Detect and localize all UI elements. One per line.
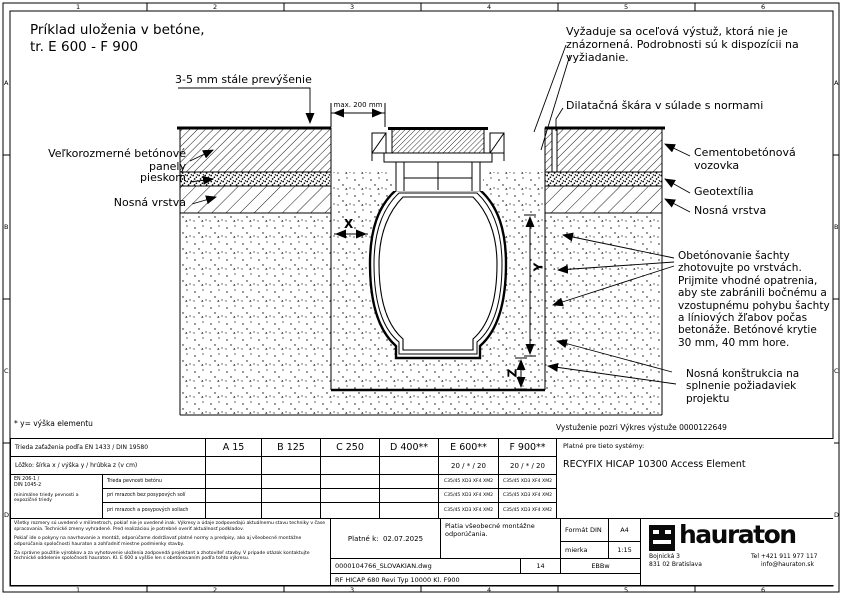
format-value-cell: A4 [609, 519, 641, 542]
concrete-r2-e600-value: C35/45 XD3 XF4 XM2 [439, 489, 499, 503]
page-title-line1: Príklad uloženia v betóne, [30, 22, 205, 38]
zone-row-c: C [4, 367, 9, 375]
scale-value-cell: 1:15 [609, 542, 641, 559]
encasing-instructions-note: Obetónovanie šachty zhotovujte po vrstvách. Prijmite vhodné opatrenia, aby ste zabránili bočnému a vzostupnému pohybu šachty a líniových žľabov počas betonáže. Betónové krytie 30 mm, 40 mm hore. [678, 250, 830, 349]
class-b125-cell: B 125 [262, 439, 321, 457]
zone-row-d2: D [834, 511, 840, 519]
dilatation-joint [552, 128, 557, 172]
concrete-r3-a15-empty [206, 503, 262, 519]
zone-row-a2: A [834, 79, 839, 87]
valid-systems-panel [557, 439, 834, 519]
concrete-r2-a15-empty [206, 489, 262, 503]
bedding-b125-empty [262, 457, 321, 475]
valid-date-label: Platné k: [347, 534, 379, 543]
concrete-row3-label: pri mrazoch a posypových soliach [103, 503, 206, 519]
concrete-r2-b125-empty [262, 489, 321, 503]
zone-row-b2: B [834, 223, 839, 231]
concrete-row1-label: Trieda pevnosti betónu [103, 475, 206, 489]
zone-row-b: B [4, 223, 9, 231]
bedding-e600-value: 20 / * / 20 [439, 457, 499, 475]
fine-print-p3: Za správne použitie výrobkov a za vyhotovenie uloženia zodpovedá projektant a zhotoviteľ stavby. V prípade otázok kontaktujte technické oddelenie spoločnosti hauraton. Kl. E 600 a vyššie len s obetónovaním podľa tohto výkresu. [14, 550, 310, 562]
steel-reinforcement-note: Vyžaduje sa oceľová výstuž, ktorá nie je znázornená. Podrobnosti sú k dispozícii na vyžiadanie. [566, 25, 799, 64]
concrete-norm-group-cell [11, 475, 103, 519]
zone-row-d: D [4, 511, 10, 519]
title-block [10, 518, 833, 586]
zone-col-4: 4 [487, 3, 492, 11]
class-a15-cell: A 15 [206, 439, 262, 457]
concrete-norm-2: DIN 1045-2 [14, 482, 42, 488]
cover-grating [392, 129, 484, 153]
class-f900-cell: F 900** [499, 439, 557, 457]
brand-email: info@hauraton.sk [761, 561, 815, 568]
concrete-r3-e600-value: C35/45 XD3 XF4 XM2 [439, 503, 499, 519]
class-e600-cell: E 600** [439, 439, 499, 457]
hauraton-logo-icon [649, 525, 675, 551]
class-c250-cell: C 250 [321, 439, 380, 457]
concrete-r1-d400-empty [380, 475, 439, 489]
label-concrete-panels: Veľkorozmerné betónové panely [48, 147, 186, 173]
dimension-y: Y [531, 262, 546, 272]
zone-col-6b: 6 [761, 586, 766, 594]
brand-panel [641, 519, 834, 585]
zone-col-1b: 1 [76, 586, 81, 594]
dimension-z: Z [505, 368, 520, 378]
zone-col-3b: 3 [350, 586, 355, 594]
brand-phone: Tel +421 911 977 117 [751, 553, 818, 560]
overhang-label: 3-5 mm stále prevýšenie [175, 73, 312, 86]
concrete-row2-label: pri mrazoch bez posypových solí [103, 489, 206, 503]
label-base-layer-left: Nosná vrstva [113, 196, 186, 209]
load-bearing-structure-note: Nosná konštrukcia na splnenie požiadaviek projektu [686, 368, 800, 405]
concrete-r1-b125-empty [262, 475, 321, 489]
concrete-r1-e600-value: C35/45 XD3 XF4 XM2 [439, 475, 499, 489]
label-concrete-pavement: Cementobetónová vozovka [694, 146, 796, 172]
page-title-line2: tr. E 600 - F 900 [30, 39, 139, 55]
concrete-r1-c250-empty [321, 475, 380, 489]
height-footnote: * y= výška elementu [14, 419, 93, 428]
zone-col-4b: 4 [487, 586, 492, 594]
doc-title-cell: RF HICAP 680 Revi Typ 10000 Kl. F900 [331, 574, 641, 585]
concrete-r3-f900-value: C35/45 XD3 XF4 XM2 [499, 503, 557, 519]
valid-systems-label: Platné pre tieto systémy: [563, 442, 645, 450]
bedding-c250-empty [321, 457, 380, 475]
brand-address-line1: Bojnická 3 [649, 553, 680, 560]
label-geotextile: Geotextília [694, 185, 754, 198]
concrete-r1-a15-empty [206, 475, 262, 489]
dimension-x: X [344, 217, 354, 231]
right-pavement-layers [545, 128, 665, 213]
zone-col-2b: 2 [213, 586, 218, 594]
fine-print-p2: Pokiaľ ide o pokyny na navrhovanie a montáž, odporúčame dodržiavať platné normy a predpisy, ako aj všeobecné montážne odporúčania spoločnosti hauraton a zohľadniť miestne podmienky stavby. [14, 535, 302, 547]
concrete-r2-c250-empty [321, 489, 380, 503]
valid-date-cell [331, 519, 441, 559]
filename-cell: 0000104766_SLOVAKIAN.dwg [331, 559, 521, 574]
sheet-number-cell: 14 [521, 559, 561, 574]
concrete-r2-f900-value: C35/45 XD3 XF4 XM2 [499, 489, 557, 503]
valid-systems-value: RECYFIX HICAP 10300 Access Element [563, 459, 746, 470]
zone-col-5b: 5 [624, 586, 629, 594]
concrete-r3-c250-empty [321, 503, 380, 519]
author-code-cell: EBBw [561, 559, 641, 574]
concrete-r3-b125-empty [262, 503, 321, 519]
concrete-norm-sub: minimálne triedy pevnosti a expozičné triedy [14, 492, 79, 504]
bedding-d400-empty [380, 457, 439, 475]
reinforcement-drawing-note: Vystuženie pozri Výkres výstuže 0000122649 [556, 423, 727, 432]
label-sand-bed: pieskom [140, 171, 186, 184]
concrete-norm-1: EN 206-1 / [14, 477, 40, 482]
zone-col-6: 6 [761, 3, 766, 11]
fine-print-cell [11, 519, 331, 585]
dilatation-joint-label: Dilatačná škára v súlade s normami [566, 99, 764, 112]
concrete-r1-f900-value: C35/45 XD3 XF4 XM2 [499, 475, 557, 489]
zone-col-3: 3 [350, 3, 355, 11]
access-element [370, 129, 506, 359]
spec-table [10, 438, 833, 518]
concrete-r2-d400-empty [380, 489, 439, 503]
element-inner-wall [379, 197, 497, 350]
left-pavement-layers [177, 128, 331, 213]
fine-print-p1: Všetky rozmery sú uvedené v milimetroch, pokiaľ nie je uvedené inak. Výkresy a údaje zodpovedajú aktuálnemu stavu techniky v čase spracovania. Technické zmeny vyhradené. Pred realizáciou je potrebné overiť aktuálnosť podkladov. [14, 521, 326, 532]
general-note-cell: Platia všeobecné montážne odporúčania. [441, 519, 561, 559]
zone-row-c2: C [834, 367, 839, 375]
format-label-cell: Formát DIN [561, 519, 609, 542]
bedding-a15-empty [206, 457, 262, 475]
zone-col-1: 1 [76, 3, 81, 11]
brand-wordmark: hauraton [679, 520, 796, 549]
zone-row-a: A [4, 79, 9, 87]
concrete-r3-d400-empty [380, 503, 439, 519]
scale-label-cell: mierka [561, 542, 609, 559]
load-class-label-cell: Trieda zaťaženia podľa EN 1433 / DIN 19580 [11, 439, 206, 457]
brand-address-line2: 831 02 Bratislava [649, 561, 702, 568]
valid-date-value: 02.07.2025 [382, 534, 424, 543]
class-d400-cell: D 400** [380, 439, 439, 457]
bedding-f900-value: 20 / * / 20 [499, 457, 557, 475]
label-base-layer-right: Nosná vrstva [694, 204, 767, 217]
zone-col-5: 5 [624, 3, 629, 11]
zone-col-2: 2 [213, 3, 218, 11]
max-200-dimension-label: max. 200 mm [333, 101, 383, 109]
bedding-label-cell: Lôžko: šírka x / výška y / hrúbka z (v cm) [11, 457, 206, 475]
